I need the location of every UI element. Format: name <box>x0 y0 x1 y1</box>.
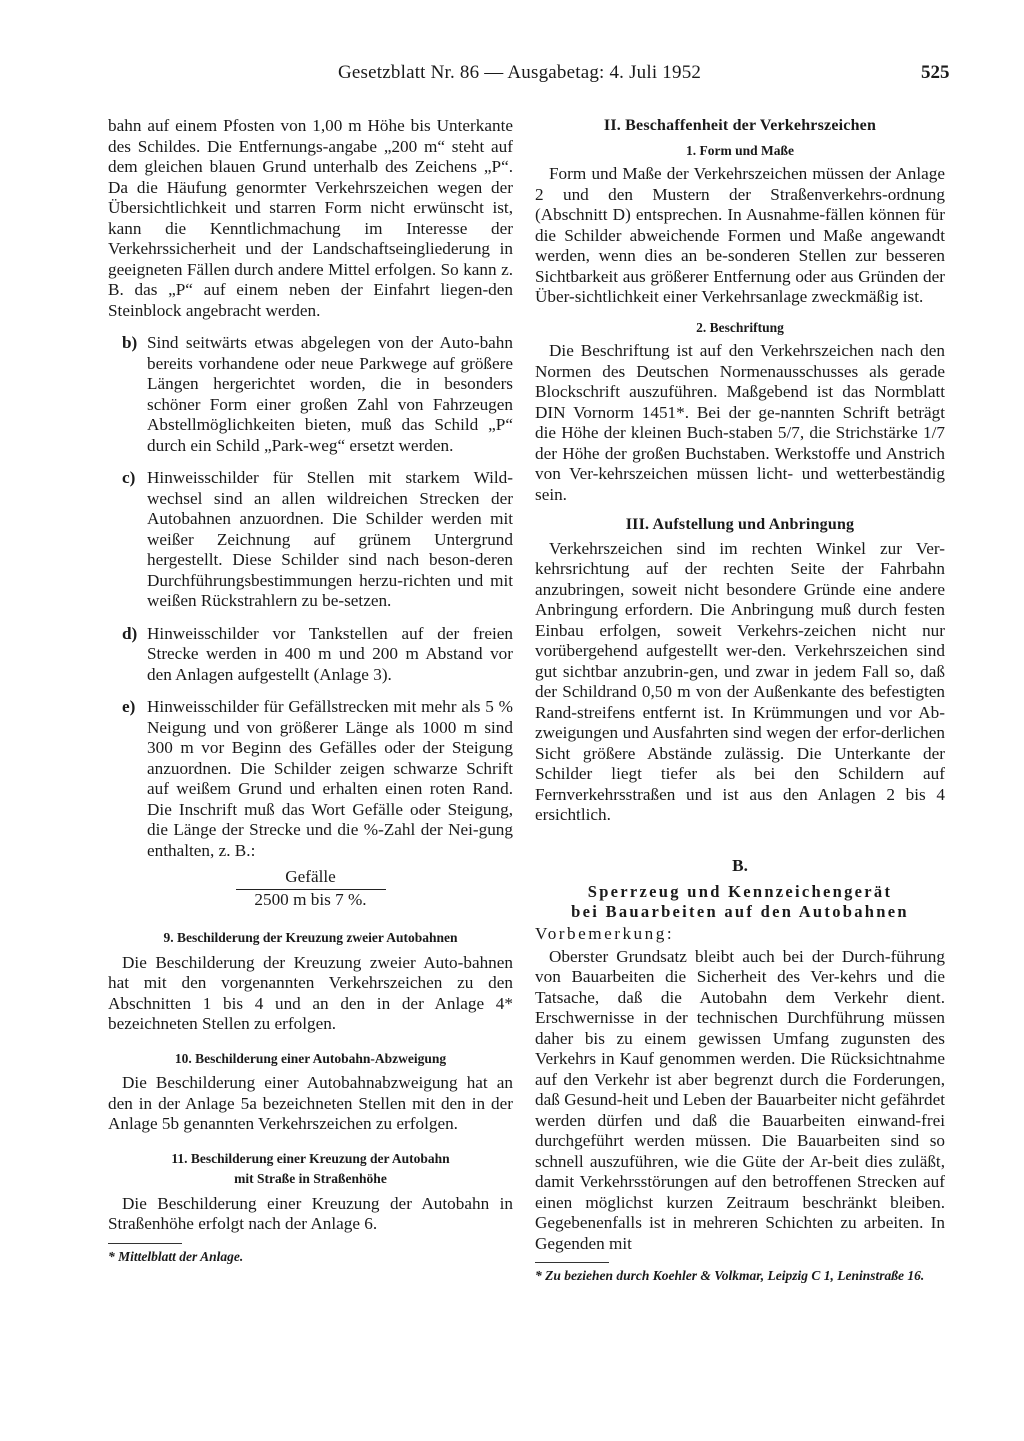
paragraph: Oberster Grundsatz bleibt auch bei der Durch-führung von Bauarbeiten die Sicherheit des Ver-kehrs und die Tatsache, daß die Autobahn dem Verkehr dient. Erschwernisse in der technischen Durchführung müssen daher bis zu einem gewissen Umfang zugunsten des Verkehrs in Kauf genommen werden. Die Rücksichtnahme auf den Verkehr ist aber begrenzt durch die Forderungen, daß Gesund-heit und Leben der Bauarbeiter nicht gefährdet werden dürfen und daß die Bauarbeiten einwand-frei durchgeführt werden müssen. Die Bauarbeiten sind so schnell auszuführen, wie die Güte der Ar-beit dies zuläßt, damit Verkehrsstörungen auf den betroffenen Strecken auf einen möglichst kurzen Zeitraum beschränkt bleiben. Gegebenenfalls ist in mehreren Schichten zu arbeiten. In Gegenden mit <box>535 946 945 1253</box>
footnote-rule <box>108 1243 182 1244</box>
left-column <box>108 116 513 1265</box>
paragraph: Form und Maße der Verkehrszeichen müssen der Anlage 2 und den Mustern der Straßenverkehrs-ordnung (Abschnitt D) entsprechen. In Ausnahme-fällen können für die Schilder abweichende Formen und Maße angewandt werden, wenn dies an be-sonderen Stellen zur besseren Sichtbarkeit aus größerer Entfernung oder aus Gründen der Über-sichtlichkeit einer Verkehrsanlage zweckmäßig ist. <box>535 164 945 306</box>
sign-example <box>236 867 386 910</box>
part-heading-B: B. <box>732 855 748 875</box>
sign-example-values: 2500 m bis 7 %. <box>254 889 367 909</box>
sign-example-word: Gefälle <box>236 867 386 890</box>
section-heading-10: 10. Beschilderung einer Autobahn-Abzweigung <box>174 1050 447 1066</box>
item-label: e) <box>122 697 136 716</box>
paragraph: Verkehrszeichen sind im rechten Winkel zur Ver-kehrsrichtung auf der rechten Seite der Fahrbahn anzubringen, soweit nicht besondere Gründe eine andere Anbringung erfordern. Die Anbringung muß durch festen Einbau erfolgen, soweit Verkehrs-zeichen nicht nur vorübergehend aufgestellt wer-den. Verkehrszeichen sind gut sichtbar anzubrin-gen, und zwar in jedem Fall so, daß der Schildrand 0,50 m von der Außenkante des befestigten Rand-streifens entfernt ist. In Krümmungen und vor Ab-zweigungen und Ausfahrten sind wegen der erfor-derlichen Sicht größere Abstände zulässig. Die Unterkante der Schilder liegt tiefer als bei den Schildern auf Fernverkehrsstraßen und ist aus den Anlagen 2 bis 4 ersichtlich. <box>535 538 945 824</box>
item-text: Sind seitwärts etwas abgelegen von der Auto-bahn bereits vorhandene oder neue Parkwege auf größere Längen hergerichtet worden, die in besonders schöner Form einer großen Zahl von Fahrzeugen Abstellmöglichkeiten bieten, muß das Schild „P“ durch ein Schild „Park-weg“ ersetzt werden. <box>147 333 513 455</box>
list-item <box>108 697 513 861</box>
preliminary-remark-label: Vorbemerkung: <box>535 924 675 943</box>
list-item <box>108 624 513 686</box>
page-header <box>0 62 1024 92</box>
footnote-rule <box>535 1262 609 1263</box>
paragraph: Die Beschilderung der Kreuzung zweier Auto-bahnen hat mit den vorgenannten Verkehrszeichen zu den Abschnitten 1 bis 4 und an den in der Anlage 4* bezeichneten Stellen zu erfolgen. <box>108 952 513 1033</box>
list-item <box>108 333 513 456</box>
item-label: b) <box>122 333 138 352</box>
paragraph: Die Beschilderung einer Autobahnabzweigung hat an den in der Anlage 5a bezeichneten Stellen mit den in der Anlage 5b genannten Verkehrszeichen zu erfolgen. <box>108 1073 513 1133</box>
item-text: Hinweisschilder für Stellen mit starkem Wild-wechsel sind an allen wildreichen Strecken der Autobahnen anzuordnen. Die Schilder werden mit weißer Zeichnung auf grünem Untergrund hergestellt. Diese Schilder sind nach beson-deren Durchführungsbestimmungen herzu-richten und mit weißen Rückstrahlern zu be-setzen. <box>147 468 513 610</box>
item-label: d) <box>122 623 138 643</box>
paragraph: Die Beschilderung einer Kreuzung der Autobahn in Straßenhöhe erfolgt nach der Anlage 6. <box>108 1193 513 1233</box>
item-text: Hinweisschilder vor Tankstellen auf der freien Strecke werden in 400 m und 200 m Abstand vor den Anlagen aufgestellt (Anlage 3). <box>147 623 513 684</box>
section-heading-III: III. Aufstellung und Anbringung <box>625 516 855 533</box>
subsection-heading-2: 2. Beschriftung <box>696 319 784 335</box>
section-heading-9: 9. Beschilderung der Kreuzung zweier Autobahnen <box>163 930 458 945</box>
gazette-title: Gesetzblatt Nr. 86 — Ausgabetag: 4. Juli 1952 <box>338 62 702 83</box>
section-heading-11-line2: mit Straße in Straßenhöhe <box>234 1171 387 1186</box>
right-column <box>535 116 945 1284</box>
section-heading-11: 11. Beschilderung einer Kreuzung der Autobahn <box>171 1150 450 1166</box>
paragraph: bahn auf einem Pfosten von 1,00 m Höhe bis Unterkante des Schildes. Die Entfernungs-angabe „200 m“ steht auf dem gleichen blauen Grund unterhalb des Zeichens „P“. Da die Häufung genormter Verkehrszeichen wegen der Übersichtlichkeit und starren Form nicht erwünscht ist, kann die Kenntlichmachung im Interesse der Verkehrssicherheit und der Landschaftseingliederung in geeigneten Fällen durch andere Mittel erfolgen. So kann z. B. das „P“ auf einem neben der Einfahrt liegen-den Steinblock angebracht werden. <box>108 116 513 320</box>
part-B-title: Sperrzeug und Kennzeichengerät <box>587 882 893 901</box>
page-number: 525 <box>921 62 950 83</box>
part-B-title-line2: bei Bauarbeiten auf den Autobahnen <box>571 902 909 921</box>
item-text: Hinweisschilder für Gefällstrecken mit mehr als 5 % Neigung und von größerer Länge als 1000 m sind 300 m vor Beginn des Gefälles oder der Steigung anzuordnen. Die Schilder zeigen schwarze Schrift auf weißem Grund und erhalten einen roten Rand. Die Inschrift muß das Wort Gefälle oder Steigung, die Länge der Strecke und die %-Zahl der Nei-gung enthalten, z. B.: <box>147 697 513 860</box>
list-item <box>108 468 513 612</box>
footnote: * Zu beziehen durch Koehler & Volkmar, Leipzig C 1, Leninstraße 16. <box>535 1268 925 1283</box>
footnote: * Mittelblatt der Anlage. <box>108 1248 244 1264</box>
item-label: c) <box>122 468 136 487</box>
subsection-heading-1: 1. Form und Maße <box>686 142 794 158</box>
paragraph: Die Beschriftung ist auf den Verkehrszeichen nach den Normen des Deutschen Normenausschusses als gerade Blockschrift auszuführen. Maßgebend ist das Normblatt DIN Vornorm 1451*. Bei der ge-nannten Schrift beträgt die Höhe der kleinen Buch-staben 5/7, die Strichstärke 1/7 der Höhe der großen Buchstaben. Werkstoffe und Anstrich von Ver-kehrszeichen müssen licht- und wetterbeständig sein. <box>535 341 945 504</box>
section-heading-II: II. Beschaffenheit der Verkehrszeichen <box>603 117 877 134</box>
